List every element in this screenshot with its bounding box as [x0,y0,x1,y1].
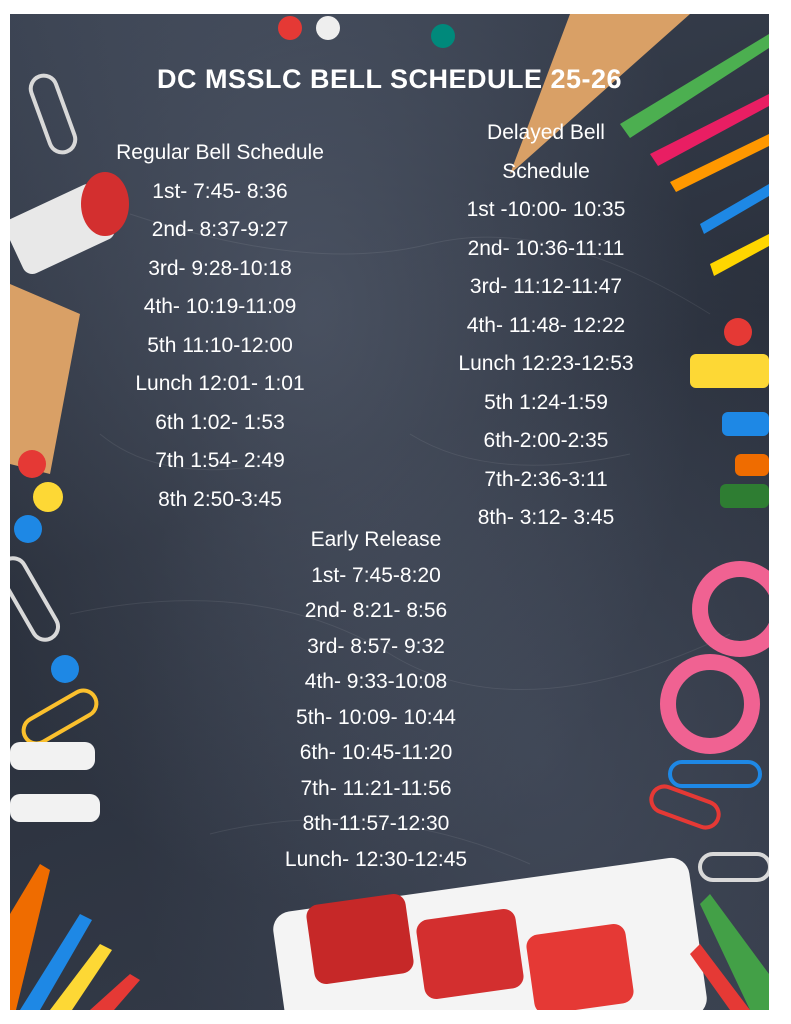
regular-schedule-heading: Regular Bell Schedule [116,141,324,164]
regular-schedule [70,134,370,519]
delayed-period: 4th- 11:48- 12:22 [466,313,626,337]
regular-period: 7th 1:54- 2:49 [155,449,285,472]
early-period: 4th- 9:33-10:08 [304,670,448,693]
push-pin-icon [316,16,340,40]
push-pin-icon [278,16,302,40]
early-release-schedule [226,522,526,877]
paper-clip-icon [648,783,723,831]
chalk-icon [10,742,95,770]
early-period: 5th- 10:09- 10:44 [296,705,456,729]
regular-period: 2nd- 8:37-9:27 [151,218,289,241]
chalk-icon [10,794,100,822]
marker-icon [720,484,769,508]
scissors-icon [668,569,769,746]
delayed-schedule-heading: Delayed Bell [487,121,605,144]
early-period: 6th- 10:45-11:20 [299,741,453,764]
regular-period: 4th- 10:19-11:09 [143,295,297,318]
marker-icon [690,354,769,388]
delayed-period: 7th-2:36-3:11 [484,467,608,491]
push-pin-icon [724,318,752,346]
regular-period: 1st- 7:45- 8:36 [152,179,288,203]
marker-icon [735,454,769,476]
page-title: DC MSSLC BELL SCHEDULE 25-26 [156,64,623,94]
push-pin-icon [431,24,455,48]
delayed-period: 2nd- 10:36-11:11 [467,236,625,260]
early-period: 1st- 7:45-8:20 [311,563,441,587]
push-pin-icon [14,515,42,543]
push-pin-icon [18,450,46,478]
delayed-period: 3rd- 11:12-11:47 [469,275,623,298]
delayed-period: 8th- 3:12- 3:45 [477,506,615,529]
delayed-schedule [396,114,696,538]
delayed-period: 6th-2:00-2:35 [483,429,609,452]
early-period: Lunch- 12:30-12:45 [284,847,468,871]
push-pin-icon [33,482,63,512]
delayed-period: 5th 1:24-1:59 [484,390,608,414]
regular-period: 3rd- 9:28-10:18 [148,256,292,280]
early-period: 3rd- 8:57- 9:32 [307,634,445,658]
push-pin-icon [51,655,79,683]
early-period: 2nd- 8:21- 8:56 [304,599,448,622]
paper-clip-icon [670,762,760,786]
marker-icon [722,412,769,436]
paper-clip-icon [19,686,101,749]
early-period: 8th-11:57-12:30 [302,812,450,835]
delayed-period: 1st -10:00- 10:35 [466,198,626,221]
regular-period: Lunch 12:01- 1:01 [135,372,305,395]
early-period: 7th- 11:21-11:56 [300,776,452,800]
chalkboard-background [10,14,769,1010]
delayed-schedule-heading: Schedule [502,159,590,183]
regular-period: 5th 11:10-12:00 [147,333,293,357]
early-release-heading: Early Release [310,528,442,551]
regular-period: 8th 2:50-3:45 [158,487,282,511]
regular-period: 6th 1:02- 1:53 [155,410,285,434]
delayed-period: Lunch 12:23-12:53 [458,352,634,375]
pencil-icon [10,864,140,1010]
